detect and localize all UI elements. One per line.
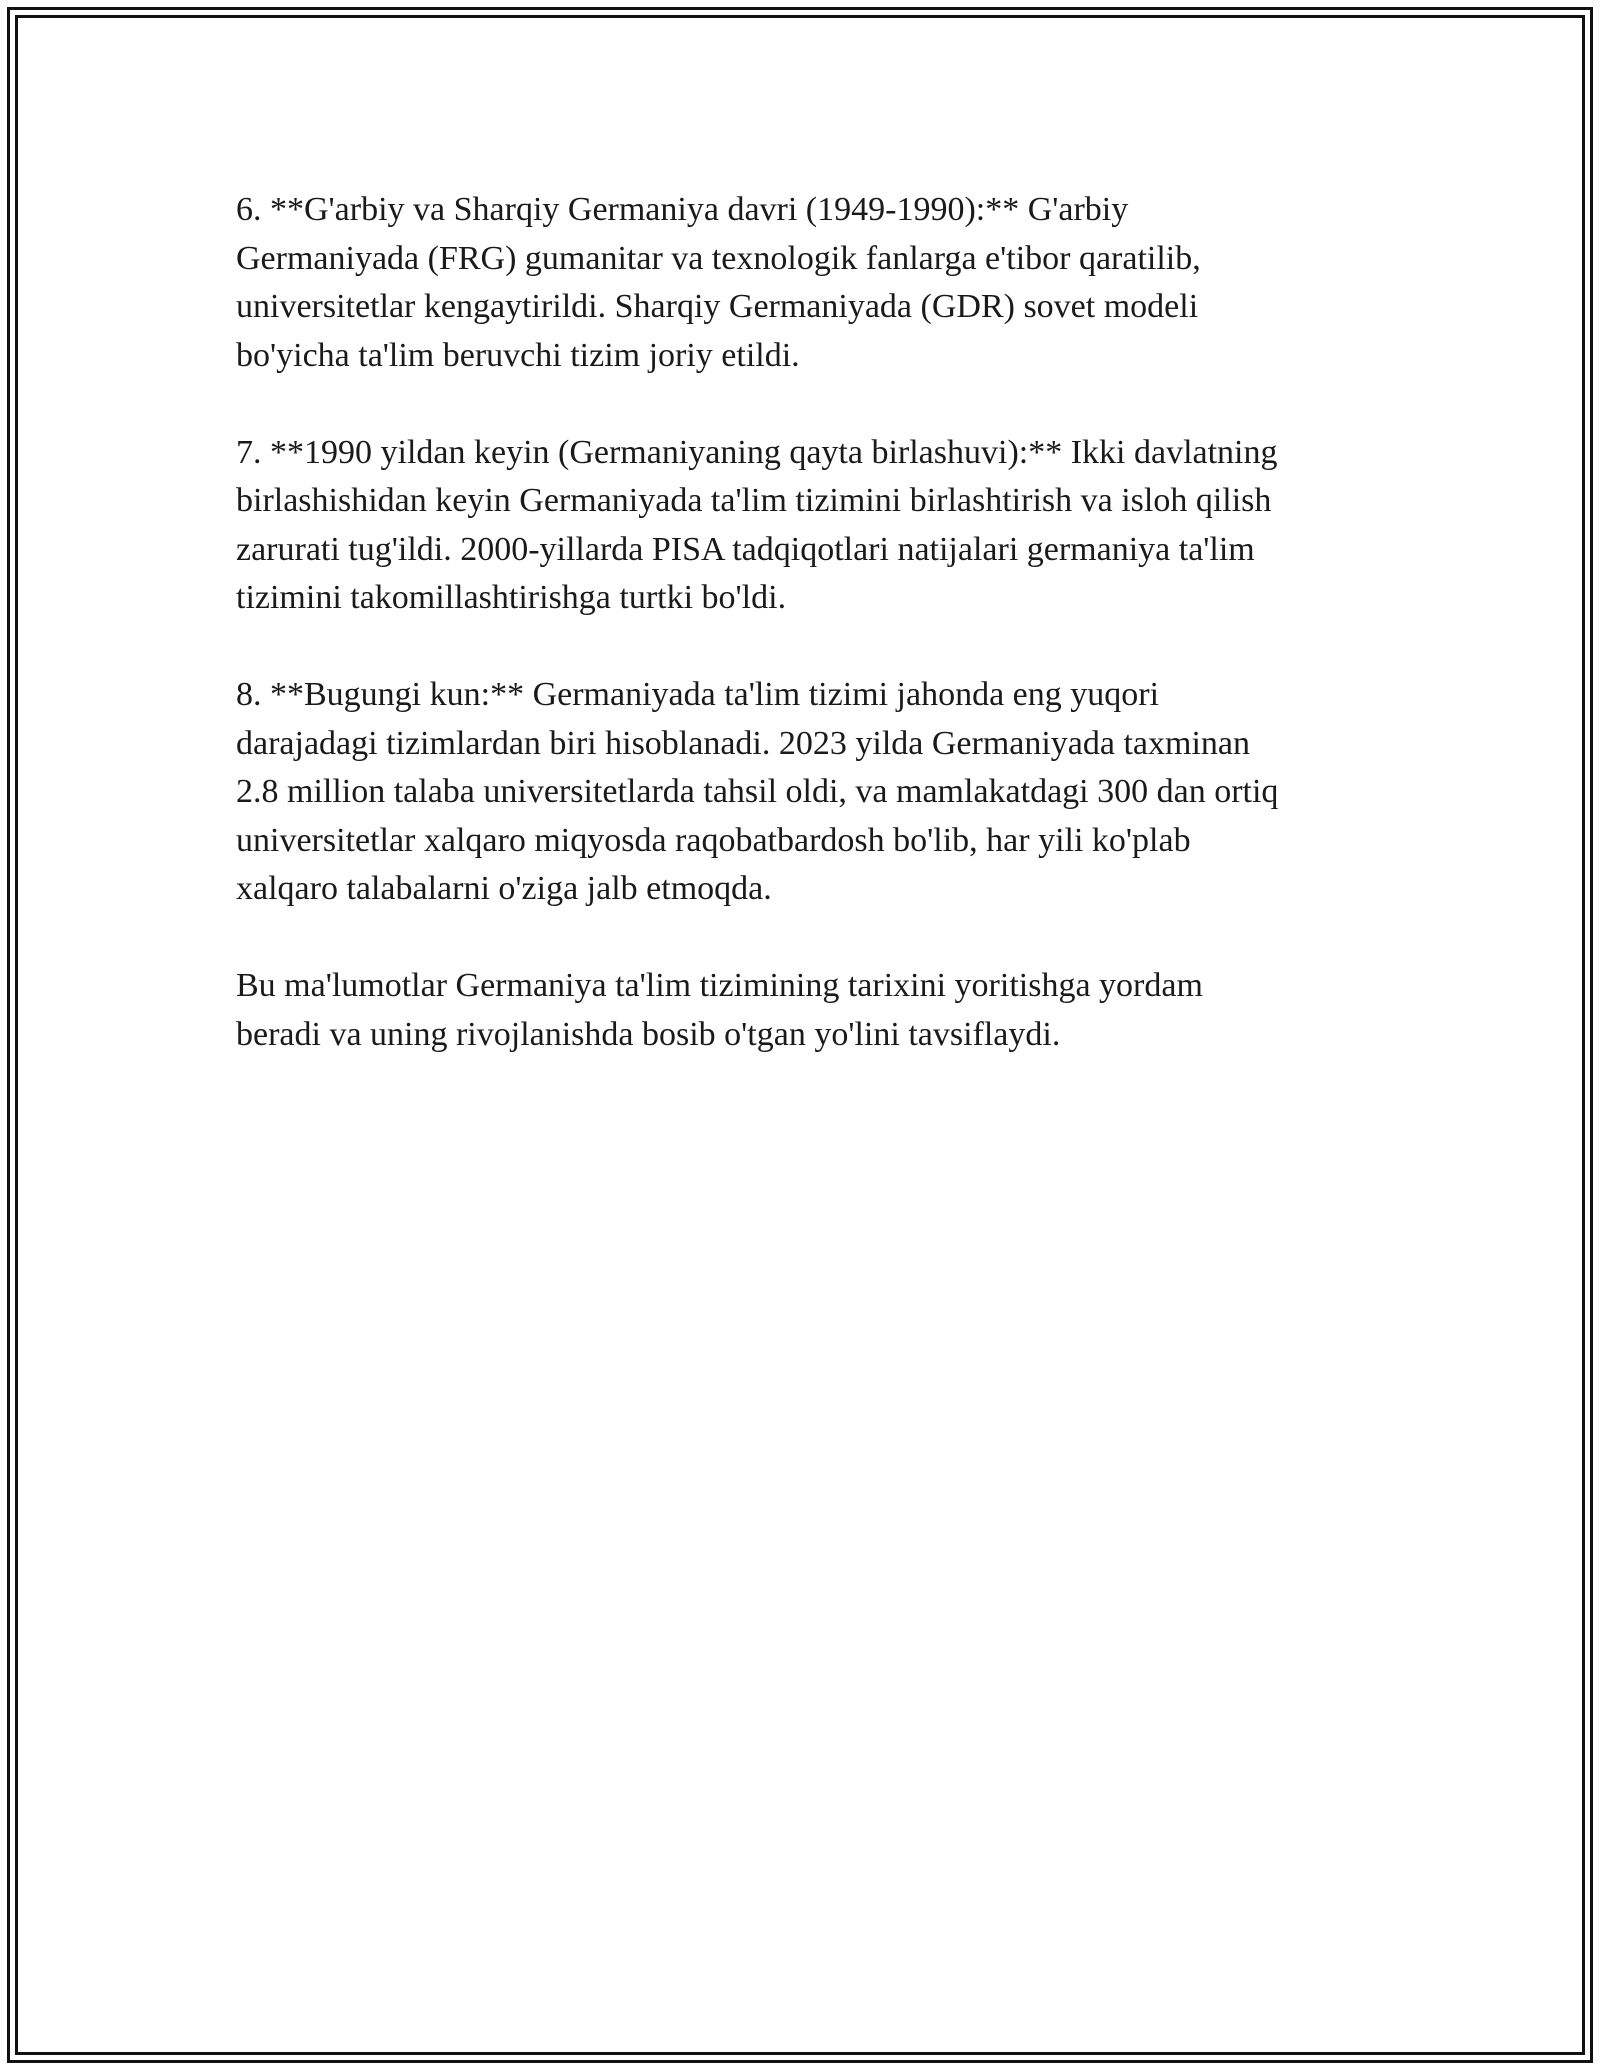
text-line: tizimini takomillashtirishga turtki bo'ldi.	[236, 579, 787, 616]
text-line: universitetlar xalqaro miqyosda raqobatbardosh bo'lib, har yili ko'plab	[236, 821, 1191, 859]
text-line: zarurati tug'ildi. 2000-yillarda PISA tadqiqotlari natijalari germaniya ta'lim	[236, 530, 1255, 568]
paragraph-8	[236, 671, 1366, 914]
paragraph-conclusion	[236, 962, 1366, 1059]
text-line: Bu ma'lumotlar Germaniya ta'lim tizimining tarixini yoritishga yordam	[236, 967, 1203, 1004]
document-body	[236, 186, 1366, 1108]
text-line: bo'yicha ta'lim beruvchi tizim joriy etildi.	[236, 336, 800, 374]
text-line: darajadagi tizimlardan biri hisoblanadi. 2023 yilda Germaniyada taxminan	[236, 724, 1251, 762]
text-line: beradi va uning rivojlanishda bosib o'tgan yo'lini tavsiflaydi.	[236, 1015, 1061, 1053]
text-line: 6. **G'arbiy va Sharqiy Germaniya davri (1949-1990):** G'arbiy	[236, 191, 1129, 228]
text-line: Germaniyada (FRG) gumanitar va texnologik fanlarga e'tibor qaratilib,	[236, 239, 1201, 277]
text-line: birlashishidan keyin Germaniyada ta'lim tizimini birlashtirish va isloh qilish	[236, 482, 1272, 519]
paragraph-6	[236, 186, 1366, 380]
text-line: 8. **Bugungi kun:** Germaniyada ta'lim tizimi jahonda eng yuqori	[236, 676, 1160, 713]
text-line: 7. **1990 yildan keyin (Germaniyaning qayta birlashuvi):** Ikki davlatning	[236, 433, 1278, 471]
paragraph-7	[236, 429, 1366, 623]
text-line: xalqaro talabalarni o'ziga jalb etmoqda.	[236, 870, 772, 907]
text-line: universitetlar kengaytirildi. Sharqiy Germaniyada (GDR) sovet modeli	[236, 288, 1199, 325]
text-line: 2.8 million talaba universitetlarda tahsil oldi, va mamlakatdagi 300 dan ortiq	[236, 773, 1279, 810]
